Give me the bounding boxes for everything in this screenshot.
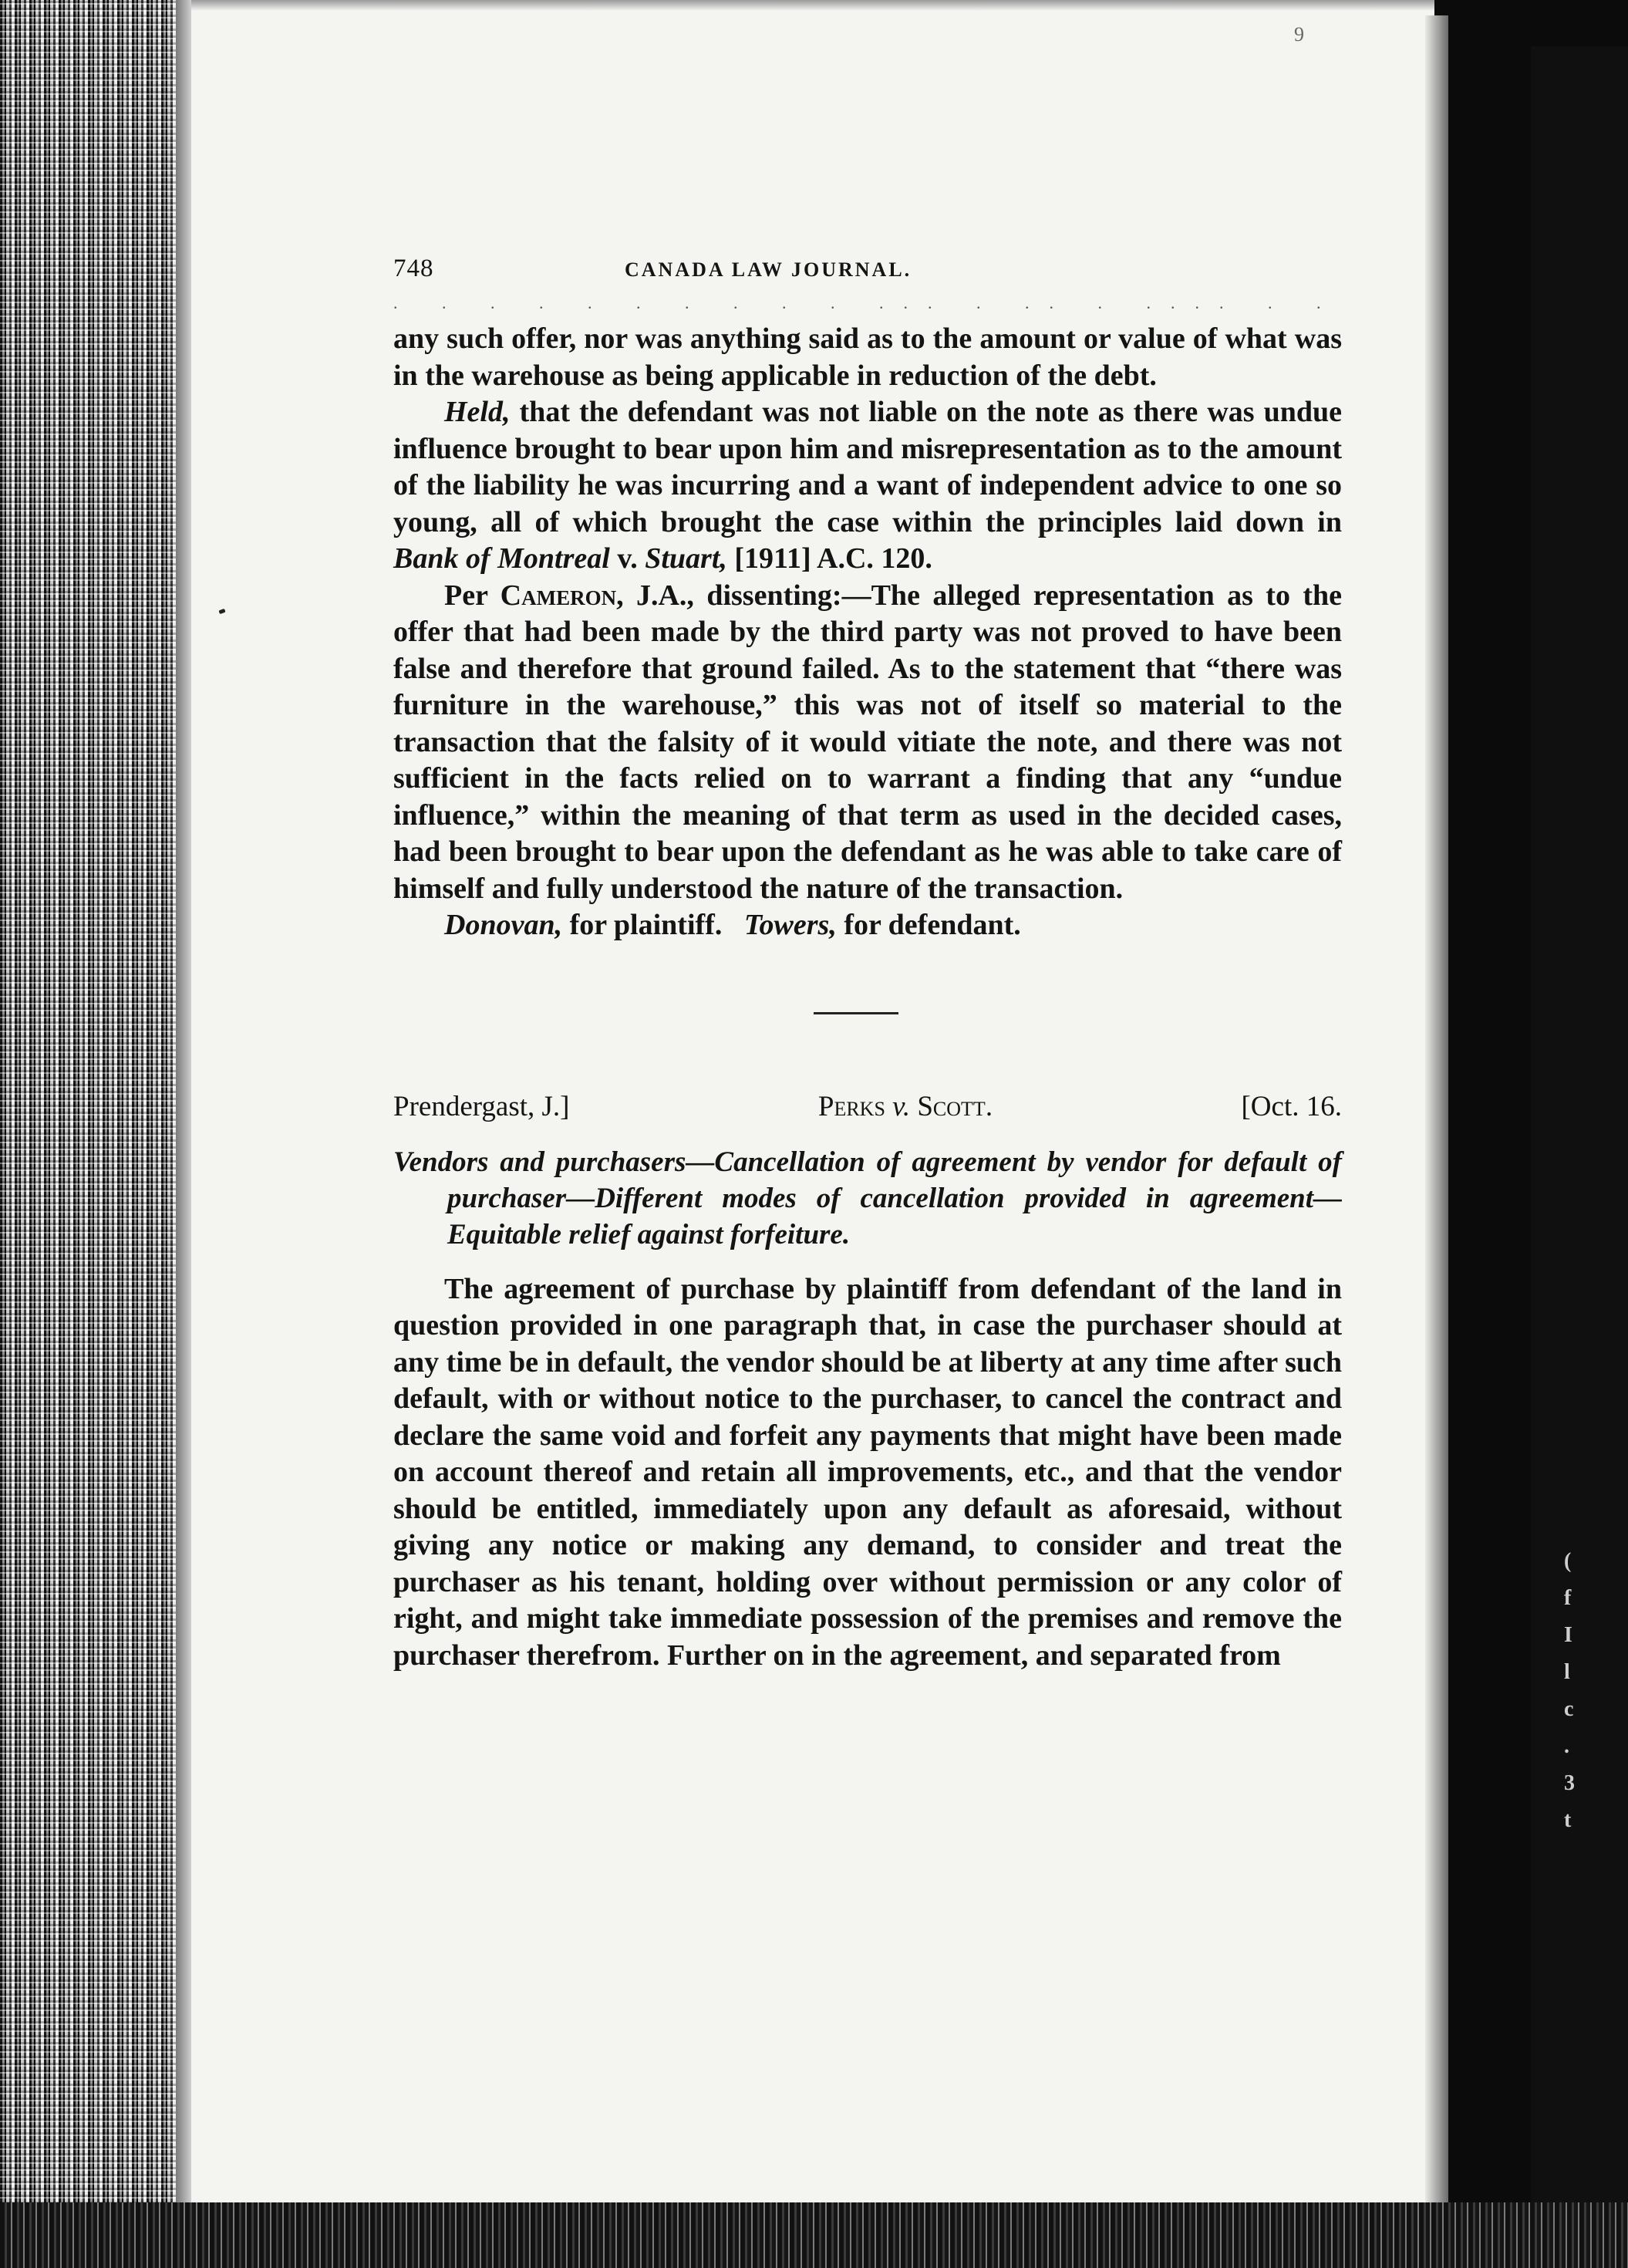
dissent-paragraph [393,578,1342,908]
edge-letter: I [1564,1623,1572,1647]
scan-bottom-border [0,2202,1628,2268]
dissent-text: , J.A., dissenting:—The alleged representation as to the offer that had been made by the third party was not proved to have been false and therefore that ground failed. As to the statement that “there was furniture in the warehouse,” this was not of itself so material to the transaction that the falsity of it would vitiate the note, and there was not sufficient in the facts relied on to warrant a finding that any “undue influence,” within the meaning of that term as used in the decided cases, had been brought to bear upon the defendant as he was able to take care of himself and fully understood the nature of the transaction. [393,579,1342,905]
for-plaintiff: for plaintiff. [562,909,723,941]
case-title [818,1090,993,1123]
edge-letter: c [1564,1697,1574,1721]
case-judge: Prendergast, J.] [393,1090,570,1122]
page-number: 748 [393,255,434,282]
defendant-counsel: Towers, [743,909,837,941]
cited-case-party-2: Stuart, [645,542,727,575]
edge-letter: . [1564,1734,1569,1758]
top-margin-mark: 9 [1294,23,1304,46]
for-defendant: for defendant. [836,909,1021,941]
case-party-b: Scott. [917,1090,993,1122]
continued-paragraph: any such offer, nor was anything said as to the amount or value of what was in the warehouse as being applicable in reduction of the debt. [393,322,1342,392]
case-report-body [393,321,1342,944]
page-right-edge [1425,15,1448,2237]
case-party-a: Perks [817,1090,885,1122]
case-heading [393,1090,1342,1136]
plaintiff-counsel: Donovan, [444,909,563,941]
header-dot-leader: . . . . . . . . . . ... . .. . .... . . [393,293,1341,312]
edge-letter: t [1564,1808,1572,1832]
book-binding-gutter [0,0,176,2268]
journal-page [393,23,1342,1674]
page-header [393,255,1342,293]
ink-smudge [218,609,225,614]
page-left-edge [176,0,191,2268]
citation: [1911] A.C. 120. [726,542,932,575]
case-versus: v. [885,1090,918,1122]
held-paragraph [393,394,1342,578]
facts-paragraph: The agreement of purchase by plaintiff from defendant of the land in question provided in one paragraph that, in case the purchaser should at any time be in default, the vendor should be at liberty at any time after such default, with or without notice to the purchaser, to cancel the contract and declare the same void and forfeit any payments that might have been made on account thereof and retain all improvements, etc., and that the vendor should be entitled, immediately upon any default as aforesaid, without giving any notice or making any demand, to consider and treat the purchaser as his tenant, holding over without permission or any color of right, and might take immediate possession of the premises and remove the purchaser therefrom. Further on in the agreement, and separated from [393,1272,1342,1672]
counsel-line [393,907,1342,944]
section-divider [814,1012,898,1014]
versus: v. [609,542,645,575]
dissenting-judge: Cameron [500,579,617,612]
edge-letter: 3 [1564,1771,1575,1795]
case-date: [Oct. 16. [1241,1090,1342,1122]
page-top-edge [191,0,1434,11]
facing-page-edge-letters [1564,1543,1575,1839]
edge-letter: l [1564,1660,1570,1684]
edge-letter: f [1564,1586,1572,1610]
cited-case-party-1: Bank of Montreal [393,542,610,575]
edge-letter: ( [1564,1549,1572,1573]
case-headnote: Vendors and purchasers—Cancellation of agreement by vendor for default of purchaser—Different modes of cancellation provided in agreement—Equitable relief against forfeiture. [393,1146,1342,1250]
held-text: that the defendant was not liable on the note as there was undue influence brought to bear upon him and misrepresentation as to the amount of the liability he was incurring and a want of independent advice to one so young, all of which brought the case within the principles laid down in [393,396,1342,538]
case-facts-body [393,1271,1342,1675]
per-label: Per [444,579,501,612]
scan-right-shadow [1531,46,1628,2206]
held-lead: Held, [444,396,511,428]
running-head: CANADA LAW JOURNAL. [625,258,912,281]
